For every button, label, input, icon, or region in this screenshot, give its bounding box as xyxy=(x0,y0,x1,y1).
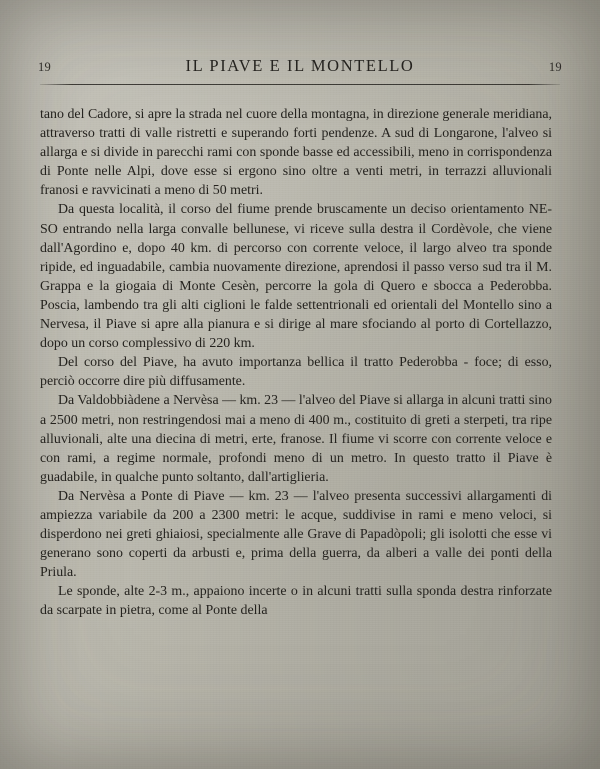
page-content xyxy=(36,56,564,621)
folio-right: 19 xyxy=(548,60,562,74)
page-header xyxy=(36,56,564,76)
paragraph: Del corso del Piave, ha avuto importanza bellica il tratto Pederobba - foce; di esso, perciò occorre dire più diffusamente. xyxy=(40,355,552,390)
paragraph: Da questa località, il corso del fiume prende bruscamente un deciso orientamento NE-SO entrando nella larga convalle bellunese, vi riceve sulla destra il Cordèvole, che viene dall'Agordino e, dopo 40 km. di percorso con corrente veloce, il largo alveo tra sponde ripide, ed inguadabile, cambia nuovamente direzione, aprendosi il passo verso sud tra il M. Grappa e la giogaia di Monte Cesèn, percorre la gola di Quero e sbocca a Pederobba. Poscia, lambendo tra gli alti ciglioni le falde settentrionali ed orientali del Montello sino a Nervesa, il Piave si apre alla pianura e si dirige al mare sfociando al porto di Cortellazzo, dopo un corso complessivo di 220 km. xyxy=(40,202,552,352)
body-text xyxy=(40,105,552,621)
paragraph: Le sponde, alte 2-3 m., appaiono incerte o in alcuni tratti sulla sponda destra rinforzate da scarpate in pietra, come al Ponte della xyxy=(40,584,552,619)
paragraph: Da Nervèsa a Ponte di Piave — km. 23 — l'alveo presenta successivi allargamenti di ampiezza variabile da 200 a 2300 metri: le acque, suddivise in rami e meno veloci, si disperdono nei greti ghiaiosi, specialmente alle Grave di Papadòpoli; gli isolotti che esse vi generano sono coperti da arbusti e, prima della guerra, da alberi a valle dei ponti della Priula. xyxy=(40,488,552,581)
header-rule xyxy=(40,84,560,85)
running-head: IL PIAVE E IL MONTELLO xyxy=(185,55,415,76)
folio-left: 19 xyxy=(38,60,52,74)
paragraph: tano del Cadore, si apre la strada nel cuore della montagna, in direzione generale meridiana, attraverso tratti di valle ristretti e superando forti pendenze. A sud di Longarone, l'alveo si allarga e si divide in parecchi rami con sponde basse ed accessibili, meno in corrispondenza di Ponte nelle Alpi, dove esse si ergono sino oltre a venti metri, in terrazzi alluvionali franosi e ravvicinati a meno di 50 metri. xyxy=(40,107,552,199)
paragraph: Da Valdobbiàdene a Nervèsa — km. 23 — l'alveo del Piave si allarga in alcuni tratti sino a 2500 metri, non restringendosi mai a meno di 400 m., costituito di greti a sterpeti, tra ripe alluvionali, alte una diecina di metri, erte, franose. Il fiume vi scorre con corrente veloce e con rami, a regime normale, profondi meno di un metro. In questo tratto il Piave è guadabile, in qualche punto soltanto, dall'artiglieria. xyxy=(40,393,552,485)
